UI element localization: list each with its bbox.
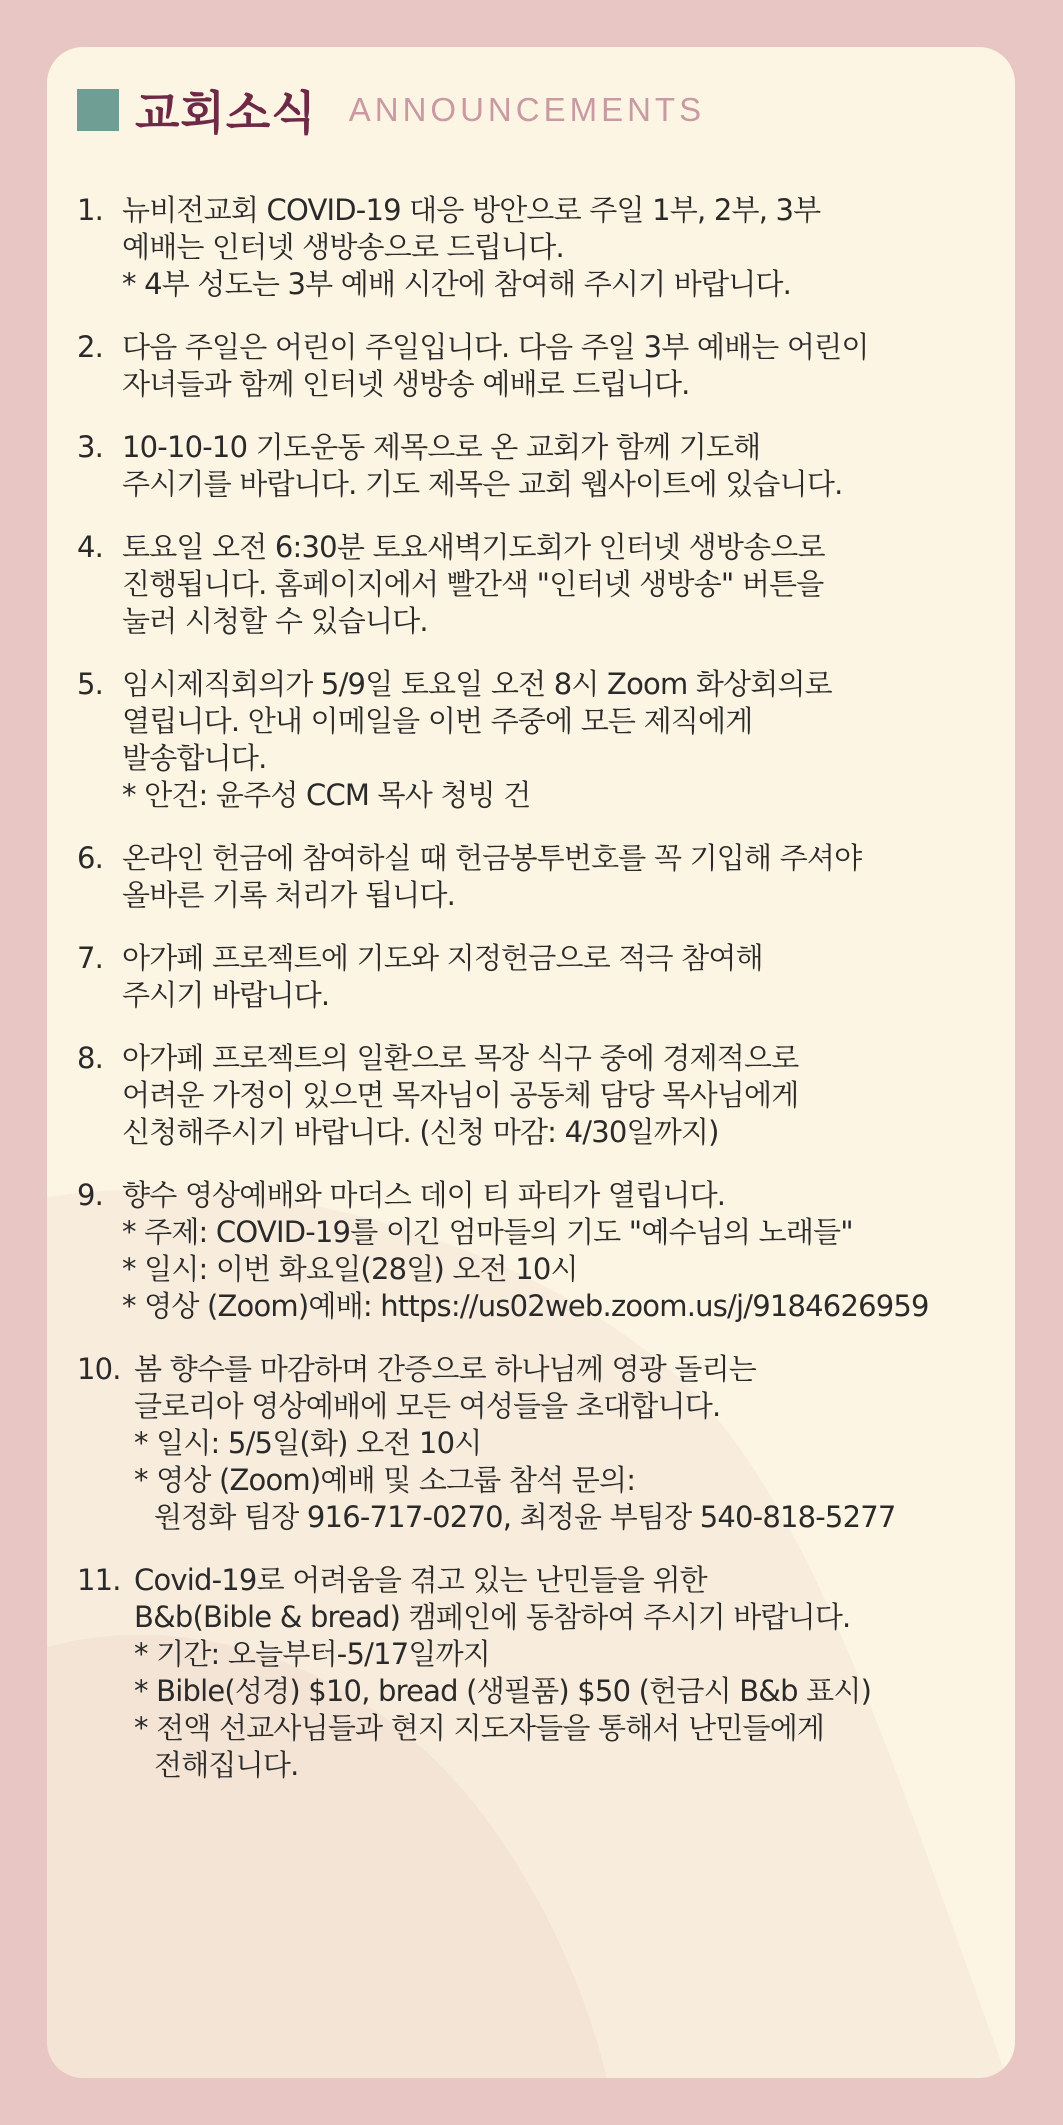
announcement-line: 글로리아 영상예배에 모든 여성들을 초대합니다. [134, 1389, 721, 1423]
announcement-line: * 영상 (Zoom)예배 및 소그룹 참석 문의: [134, 1463, 636, 1497]
announcement-item [77, 940, 1015, 1014]
announcement-number: 6. [77, 841, 104, 875]
announcement-line: 다음 주일은 어린이 주일입니다. 다음 주일 3부 예배는 어린이 [122, 330, 869, 364]
announcement-item [77, 429, 1015, 503]
announcement-body [122, 666, 1015, 814]
header-square-icon [77, 89, 119, 131]
announcement-body [122, 429, 1015, 503]
announcement-line: 올바른 기록 처리가 됩니다. [122, 878, 456, 912]
announcement-number: 10. [77, 1352, 121, 1386]
announcement-number: 5. [77, 667, 104, 701]
announcement-line: 원정화 팀장 916-717-0270, 최정윤 부팀장 540-818-5277 [154, 1500, 896, 1534]
announcement-body [122, 1040, 1015, 1151]
announcement-body [122, 529, 1015, 640]
announcement-line: 온라인 헌금에 참여하실 때 헌금봉투번호를 꼭 기입해 주셔야 [122, 841, 862, 875]
announcement-line: 토요일 오전 6:30분 토요새벽기도회가 인터넷 생방송으로 [122, 530, 825, 564]
announcement-line: 주시기를 바랍니다. 기도 제목은 교회 웹사이트에 있습니다. [122, 467, 843, 501]
announcement-number: 11. [77, 1563, 121, 1597]
announcement-line: * 주제: COVID-19를 이긴 엄마들의 기도 "예수님의 노래들" [122, 1215, 853, 1249]
announcement-line: * 기간: 오늘부터-5/17일까지 [134, 1637, 491, 1671]
announcement-line: * 전액 선교사님들과 현지 지도자들을 통해서 난민들에게 [134, 1711, 825, 1745]
announcement-body [122, 329, 1015, 403]
announcement-line: 아가페 프로젝트에 기도와 지정헌금으로 적극 참여해 [122, 941, 763, 975]
announcement-line: 주시기 바랍니다. [122, 978, 330, 1012]
announcement-number: 4. [77, 530, 104, 564]
announcement-number: 9. [77, 1178, 104, 1212]
announcement-number: 3. [77, 430, 104, 464]
announcement-line: 열립니다. 안내 이메일을 이번 주중에 모든 제직에게 [122, 704, 753, 738]
announcement-number: 2. [77, 330, 104, 364]
announcement-body [134, 1562, 1015, 1784]
announcement-line: * Bible(성경) $10, bread (생필품) $50 (헌금시 B&b 표시) [134, 1674, 872, 1708]
announcement-line: * 일시: 5/5일(화) 오전 10시 [134, 1426, 482, 1460]
announcement-number: 7. [77, 941, 104, 975]
announcement-line: 눌러 시청할 수 있습니다. [122, 604, 428, 638]
announcement-line: * 안건: 윤주성 CCM 목사 청빙 건 [122, 778, 531, 812]
announcement-line: B&b(Bible & bread) 캠페인에 동참하여 주시기 바랍니다. [134, 1600, 851, 1634]
announcement-line: 발송합니다. [122, 741, 267, 775]
announcement-item [77, 529, 1015, 640]
announcement-item [77, 1040, 1015, 1151]
announcement-body [122, 940, 1015, 1014]
announcement-body [122, 192, 1015, 303]
announcement-line: 뉴비전교회 COVID-19 대응 방안으로 주일 1부, 2부, 3부 [122, 193, 821, 227]
announcement-list [77, 192, 1015, 1810]
announcement-item [77, 329, 1015, 403]
section-subtitle: ANNOUNCEMENTS [348, 91, 706, 128]
announcement-line: 진행됩니다. 홈페이지에서 빨간색 "인터넷 생방송" 버튼을 [122, 567, 824, 601]
announcement-line: 임시제직회의가 5/9일 토요일 오전 8시 Zoom 화상회의로 [122, 667, 832, 701]
announcement-line: * 4부 성도는 3부 예배 시간에 참여해 주시기 바랍니다. [122, 267, 792, 301]
section-header [77, 75, 705, 145]
announcement-line: 신청해주시기 바랍니다. (신청 마감: 4/30일까지) [122, 1115, 719, 1149]
announcement-number: 1. [77, 193, 104, 227]
announcement-line: * 영상 (Zoom)예배: https://us02web.zoom.us/j/9184626959 [122, 1289, 929, 1323]
announcement-line: 봄 향수를 마감하며 간증으로 하나님께 영광 돌리는 [134, 1352, 757, 1386]
announcement-line: Covid-19로 어려움을 겪고 있는 난민들을 위한 [134, 1563, 707, 1597]
announcement-body [122, 840, 1015, 914]
announcement-line: 향수 영상예배와 마더스 데이 티 파티가 열립니다. [122, 1178, 726, 1212]
announcement-line: 어려운 가정이 있으면 목자님이 공동체 담당 목사님에게 [122, 1078, 799, 1112]
announcement-item [77, 1351, 1015, 1536]
announcement-body [134, 1351, 1015, 1536]
announcement-line: 10-10-10 기도운동 제목으로 온 교회가 함께 기도해 [122, 430, 761, 464]
announcement-line: 예배는 인터넷 생방송으로 드립니다. [122, 230, 564, 264]
announcement-item [77, 840, 1015, 914]
announcement-line: 자녀들과 함께 인터넷 생방송 예배로 드립니다. [122, 367, 690, 401]
announcements-card [47, 47, 1015, 2078]
announcement-line: 전해집니다. [154, 1748, 299, 1782]
announcement-item [77, 1177, 1015, 1325]
announcement-item [77, 1562, 1015, 1784]
announcement-number: 8. [77, 1041, 104, 1075]
announcement-line: 아가페 프로젝트의 일환으로 목장 식구 중에 경제적으로 [122, 1041, 799, 1075]
announcement-item [77, 192, 1015, 303]
section-title: 교회소식 [135, 86, 317, 140]
announcement-item [77, 666, 1015, 814]
announcement-body [122, 1177, 1015, 1325]
announcement-line: * 일시: 이번 화요일(28일) 오전 10시 [122, 1252, 578, 1286]
